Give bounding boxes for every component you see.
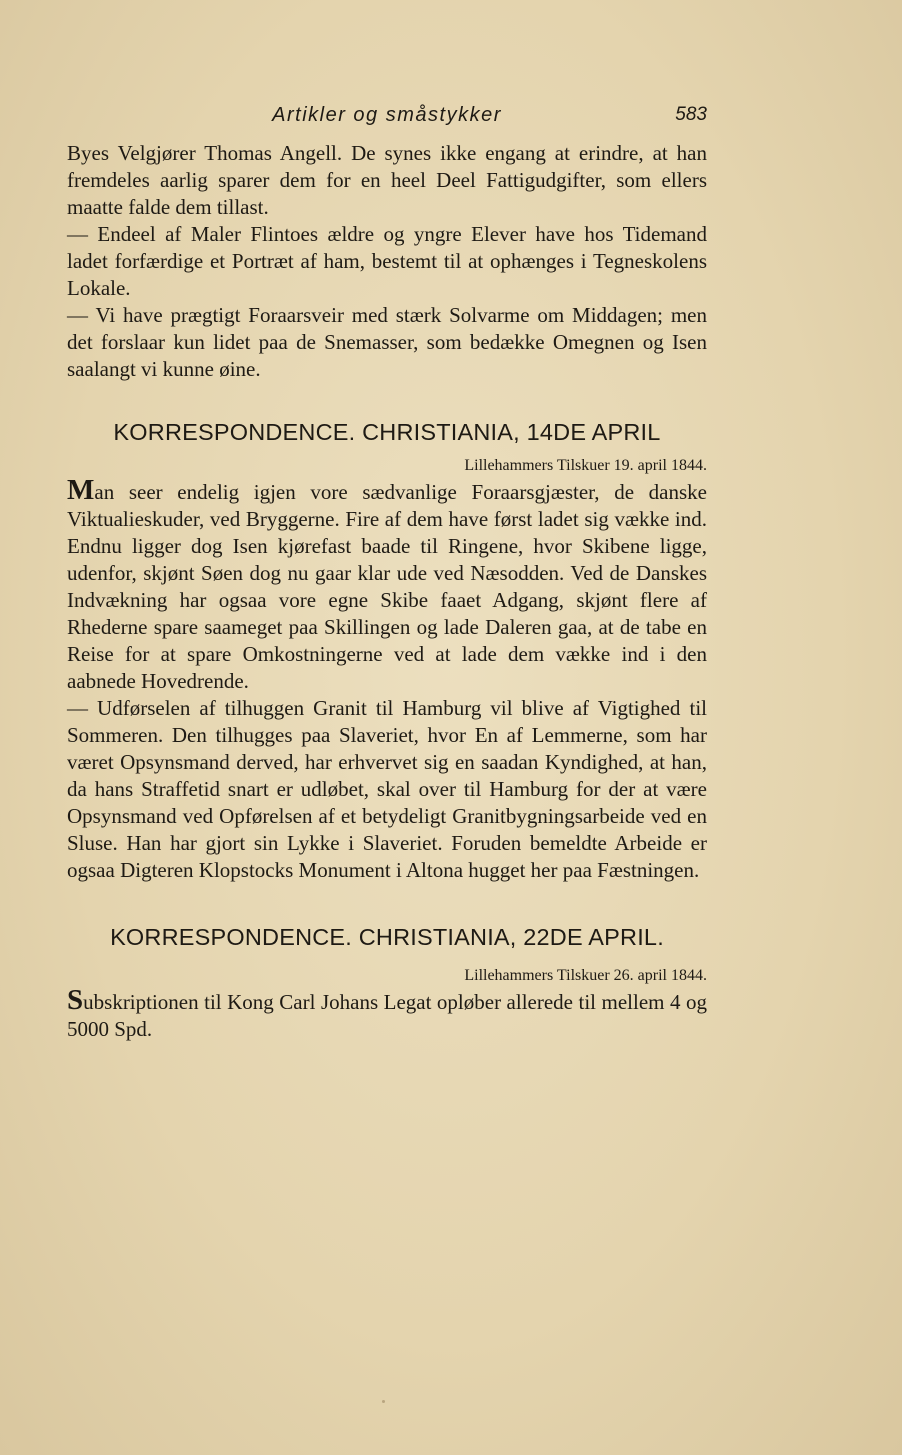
article-paragraph bbox=[67, 984, 707, 1043]
article-paragraph bbox=[67, 474, 707, 695]
source-citation: Lillehammers Tilskuer 26. april 1844. bbox=[464, 967, 707, 984]
drop-cap: S bbox=[67, 984, 84, 1016]
intro-paragraph-3: — Vi have prægtigt Foraarsveir med stærk Solvarme om Middagen; men det forslaar kun lidet paa de Snemasser, som bedække Omegnen og Isen saalangt vi kunne øine. bbox=[67, 303, 707, 381]
paragraph-text: ubskriptionen til Kong Carl Johans Legat opløber allerede til mellem 4 og 5000 Spd. bbox=[67, 990, 707, 1041]
section-heading-april-14: KORRESPONDENCE. CHRISTIANIA, 14DE APRIL bbox=[113, 419, 661, 445]
book-page bbox=[67, 100, 707, 1043]
running-head bbox=[67, 100, 707, 140]
page-number: 583 bbox=[675, 104, 707, 125]
running-title: Artikler og småstykker bbox=[272, 104, 502, 126]
article-paragraph: — Udførselen af tilhuggen Granit til Hamburg vil blive af Vigtighed til Sommeren. Den tilhugges paa Slaveriet, hvor En af Lemmerne, som har været Opsynsmand derved, har erhvervet sig en saadan Kyndighed, at han, da hans Straffetid snart er udløbet, skal over til Hamburg for der at være Opsynsmand ved Opførelsen af et betydeligt Granitbygningsarbeide ved en Sluse. Han har gjort sin Lykke i Slaveriet. Foruden bemeldte Arbeide er ogsaa Digteren Klopstocks Monument i Altona hugget her paa Fæstningen. bbox=[67, 696, 707, 882]
intro-paragraph-2: — Endeel af Maler Flintoes ældre og yngre Elever have hos Tidemand ladet forfærdige et Portræt af ham, bestemt til at ophænges i Tegneskolens Lokale. bbox=[67, 222, 707, 300]
paragraph-text: an seer endelig igjen vore sædvanlige Foraarsgjæster, de danske Viktualieskuder, ved Bryggerne. Fire af dem have først ladet sig vække ind. Endnu ligger dog Isen kjørefast baade til Ringene, hvor Skibene ligge, udenfor, skjønt Søen dog nu gaar klar ude ved Næsodden. Ved de Danskes Indvækning har ogsaa vore egne Skibe faaet Adgang, skjønt flere af Rhederne spare saameget paa Skillingen og lade Daleren gaa, at de tabe en Reise for at spare Omkostningerne ved at lade dem vække ind i den aabnede Hovedrende. bbox=[67, 480, 707, 693]
paper-speck bbox=[382, 1400, 385, 1403]
source-citation: Lillehammers Tilskuer 19. april 1844. bbox=[464, 457, 707, 474]
drop-cap: M bbox=[67, 474, 95, 506]
section-heading-april-22: KORRESPONDENCE. CHRISTIANIA, 22DE APRIL. bbox=[110, 924, 664, 950]
intro-paragraph-1: Byes Velgjører Thomas Angell. De synes ikke engang at erindre, at han fremdeles aarlig sparer dem for en heel Deel Fattigudgifter, som ellers maatte falde dem tillast. bbox=[67, 141, 707, 219]
